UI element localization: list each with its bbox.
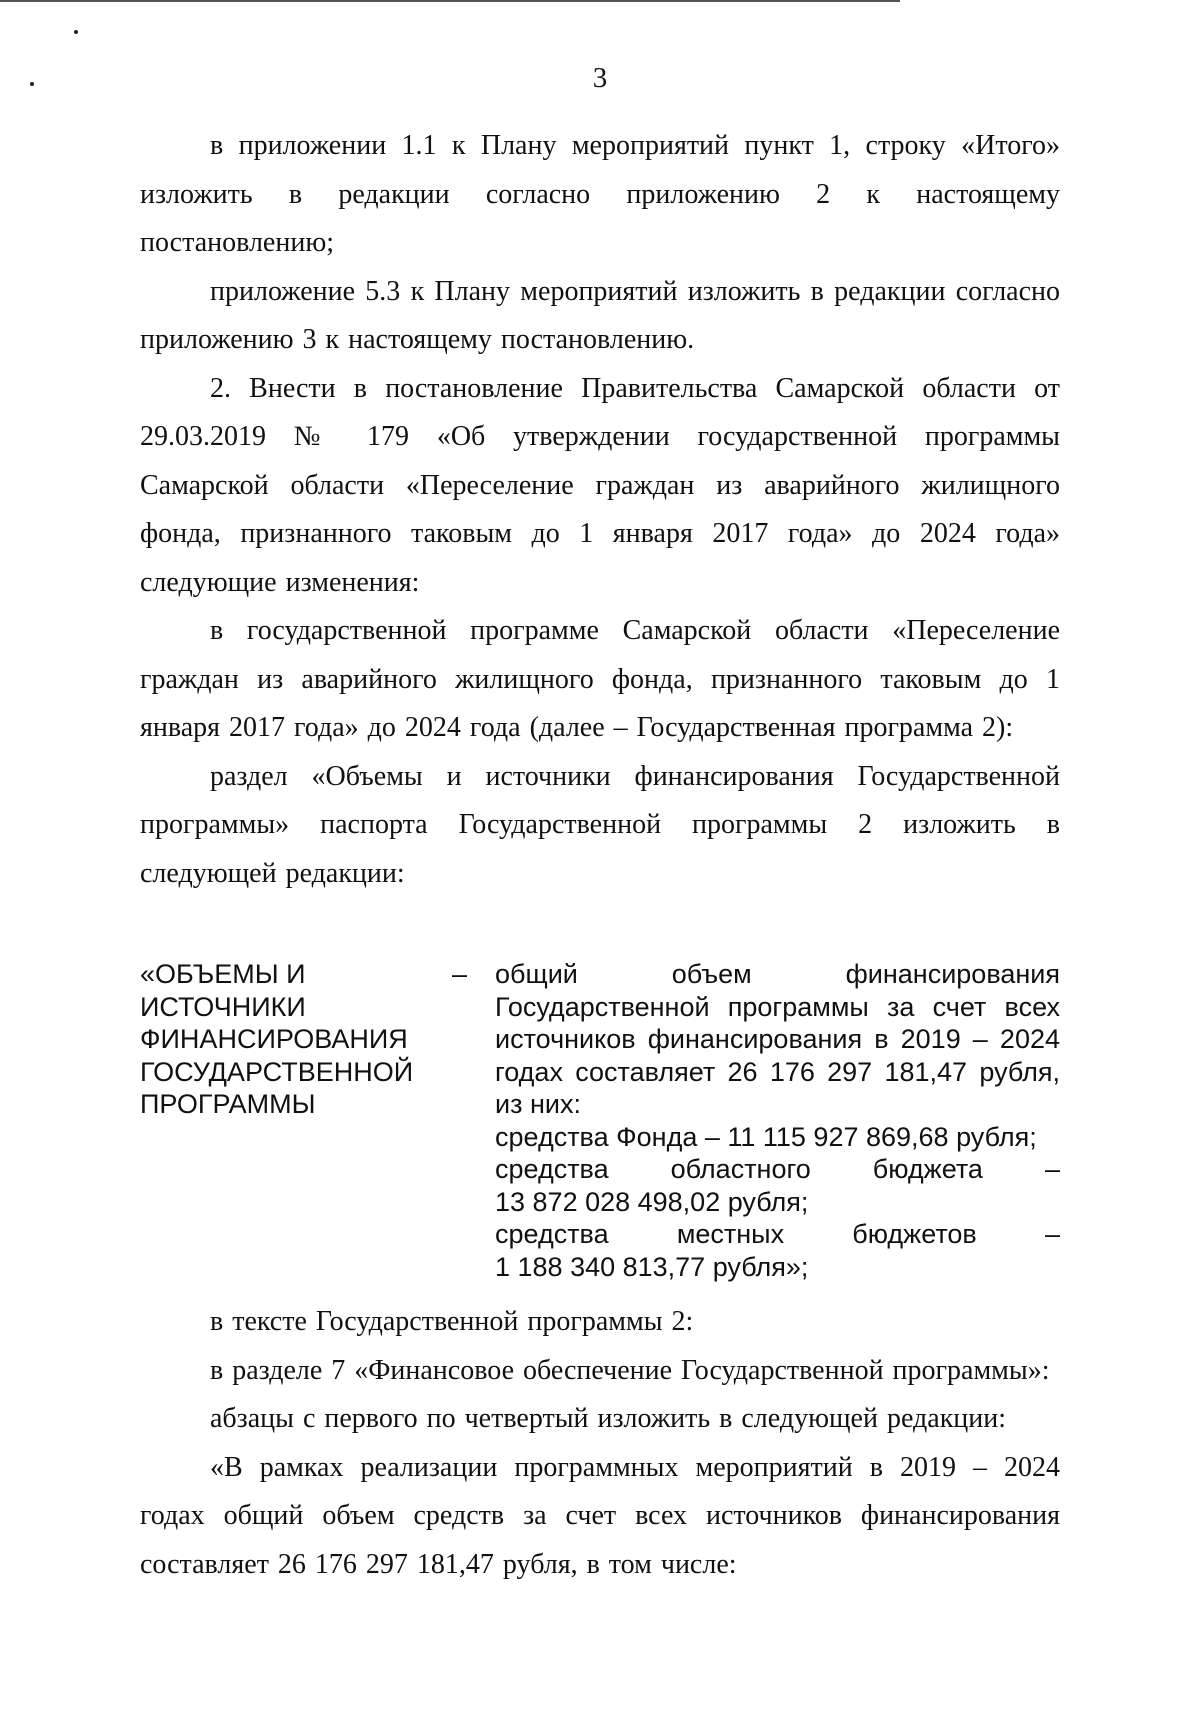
passport-intro: общий объем финансирования Государственной программы за счет всех источников финансирования в 2019 – 2024 годах составляет 26 176 297 181,47 рубля, из них: — [495, 959, 1060, 1119]
paragraph: «В рамках реализации программных мероприятий в 2019 – 2024 годах общий объем средств за счет всех источников финансирования составляет 26 176 297 181,47 рубля, в том числе: — [140, 1451, 1060, 1580]
passport-heading-line: «ОБЪЕМЫ И — [140, 959, 306, 989]
passport-regional-label-word: бюджета — [872, 1154, 983, 1184]
paragraph: раздел «Объемы и источники финансирования Государственной программы» паспорта Государственной программы 2 изложить в следующей редакции: — [140, 760, 1060, 889]
paragraph: в приложении 1.1 к Плану мероприятий пункт 1, строку «Итого» изложить в редакции согласно приложению 2 к настоящему постановлению; — [140, 130, 1060, 258]
passport-regional-label-word: – — [1044, 1154, 1060, 1184]
passport-content — [495, 958, 1060, 1283]
paragraph: в государственной программе Самарской области «Переселение граждан из аварийного жилищного фонда, признанного таковым до 1 января 2017 года» до 2024 года (далее – Государственная программа 2): — [140, 615, 1060, 743]
passport-regional-label-line — [495, 1153, 1060, 1186]
paragraph: приложение 5.3 к Плану мероприятий изложить в редакции согласно приложению 3 к настоящему постановлению. — [140, 275, 1060, 355]
passport-regional-amount: 13 872 028 498,02 рубля; — [495, 1186, 809, 1217]
document-body-top — [140, 122, 1060, 898]
scan-speck — [74, 30, 78, 34]
passport-local-label-word: средства — [495, 1219, 609, 1249]
scan-edge-line — [0, 0, 900, 2]
paragraph: в разделе 7 «Финансовое обеспечение Государственной программы»: — [210, 1354, 1050, 1386]
passport-heading-line: ИСТОЧНИКИ — [140, 991, 306, 1022]
paragraph: в тексте Государственной программы 2: — [210, 1306, 694, 1337]
passport-local-label-word: – — [1044, 1219, 1060, 1249]
document-body-bottom — [140, 1298, 1060, 1589]
passport-heading — [140, 958, 440, 1121]
passport-regional-label-word: областного — [670, 1154, 811, 1184]
page-number: 3 — [592, 62, 608, 94]
paragraph: абзацы с первого по четвертый изложить в следующей редакции: — [210, 1403, 1007, 1434]
passport-local-label-word: местных — [676, 1219, 785, 1249]
passport-dash: – — [452, 959, 468, 989]
passport-heading-line: ГОСУДАРСТВЕННОЙ — [140, 1056, 414, 1087]
passport-heading-line: ФИНАНСИРОВАНИЯ — [140, 1024, 408, 1054]
passport-local-label-line — [495, 1218, 1060, 1251]
passport-regional-label-word: средства — [495, 1154, 609, 1184]
passport-local-label-word: бюджетов — [852, 1219, 977, 1249]
passport-fund-line: средства Фонда – 11 115 927 869,68 рубля; — [495, 1121, 1037, 1152]
paragraph: 2. Внести в постановление Правительства Самарской области от 29.03.2019 № 179 «Об утверждении государственной программы Самарской области «Переселение граждан из аварийного жилищного фонда, признанного таковым до 1 января 2017 года» до 2024 года» следующие изменения: — [140, 372, 1060, 598]
passport-local-amount: 1 188 340 813,77 рубля»; — [495, 1251, 809, 1282]
passport-heading-line: ПРОГРАММЫ — [140, 1089, 316, 1119]
